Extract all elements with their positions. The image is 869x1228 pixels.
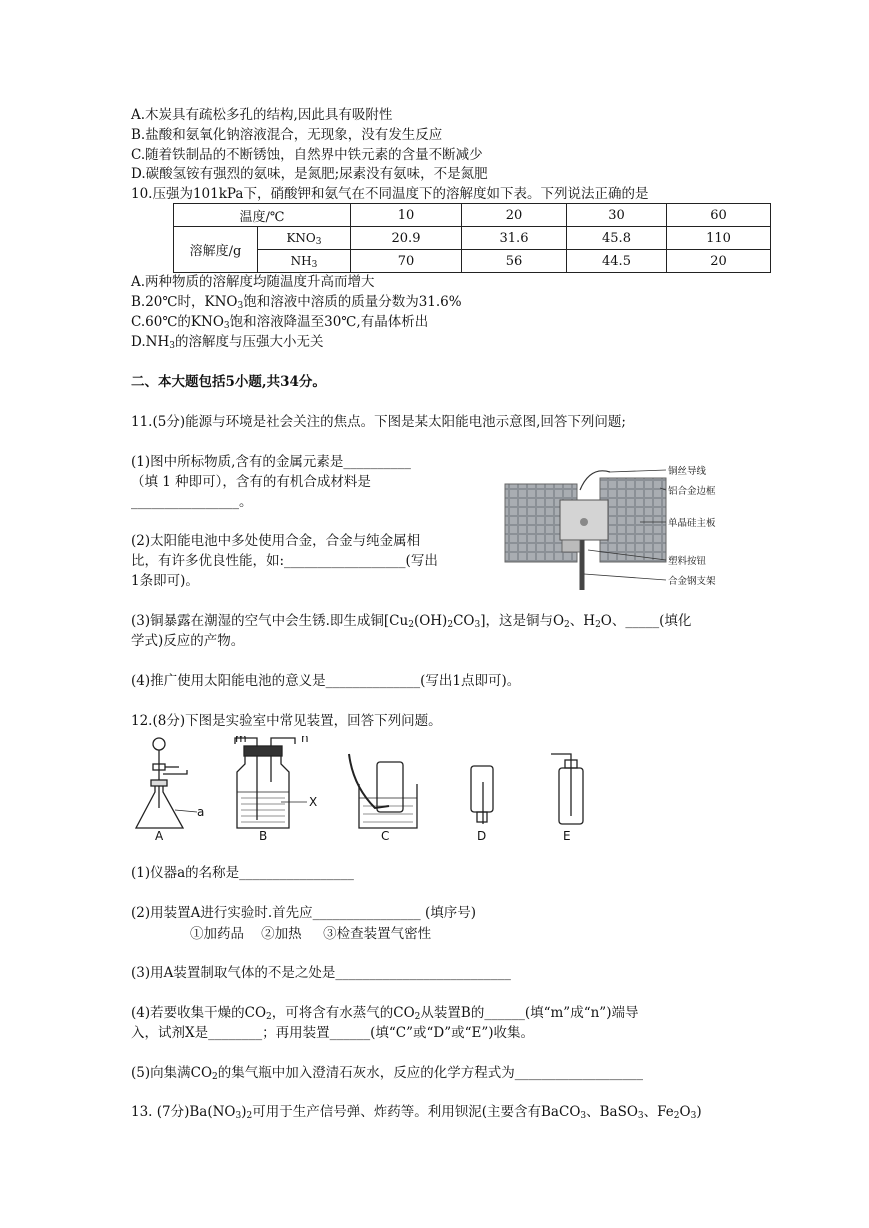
q10-option-a: A.两种物质的溶解度均随温度升高而增大 bbox=[131, 274, 375, 290]
solar-label: 铝合金边框 bbox=[668, 486, 716, 497]
q11-part2-line1: (2)太阳能电池中多处使用合金，合金与纯金属相 bbox=[131, 533, 421, 549]
q11-part3-line2: 学式)反应的产物。 bbox=[131, 633, 245, 649]
solar-label: 塑料按钮 bbox=[668, 556, 707, 567]
q11-part2-line2: 比，有许多优良性能，如:__________________(写出 bbox=[131, 553, 438, 569]
q11-part1-line1: (1)图中所标物质,含有的金属元素是__________ bbox=[131, 454, 411, 470]
q9-option-d: D.碳酸氢铵有强烈的氨味，是氮肥;尿素没有氨味，不是氮肥 bbox=[131, 166, 488, 182]
table-row-header: 溶解度/g bbox=[174, 227, 258, 273]
table-cell: 56 bbox=[462, 250, 567, 273]
solar-panel-figure bbox=[500, 462, 735, 592]
label-letter: A bbox=[155, 829, 164, 840]
q10-stem: 10.压强为101kPa下，硝酸钾和氨气在不同温度下的溶解度如下表。下列说法正确的是 bbox=[131, 186, 649, 202]
q9-option-c: C.随着铁制品的不断锈蚀，自然界中铁元素的含量不断减少 bbox=[131, 147, 483, 163]
q11-stem: 11.(5分)能源与环境是社会关注的焦点。下图是某太阳能电池示意图,回答下列问题; bbox=[131, 414, 626, 430]
q12-part4-line1: (4)若要收集干燥的$CO_2$，可将含有水蒸气的$CO_2$从装置B的______(填“m”成“n”)端导 bbox=[131, 1005, 639, 1022]
table-temp-cell: 30 bbox=[567, 204, 667, 227]
label-a: a bbox=[197, 805, 205, 819]
table-kno3-label: $KNO_3$ bbox=[258, 227, 351, 250]
label-letter: B bbox=[259, 829, 268, 840]
q9-option-b: B.盐酸和氨氧化钠溶液混合，无现象，没有发生反应 bbox=[131, 127, 443, 143]
q10-option-c: C.60℃的$KNO_3$饱和溶液降温至30℃,有晶体析出 bbox=[131, 314, 429, 331]
solar-label: 单晶硅主板 bbox=[668, 518, 716, 529]
q9-option-a: A.木炭具有疏松多孔的结构,因此具有吸附性 bbox=[131, 107, 393, 123]
q10-option-b: B.20℃时，$KNO_3$饱和溶液中溶质的质量分数为31.6% bbox=[131, 294, 462, 311]
table-cell: 20.9 bbox=[351, 227, 462, 250]
table-temp-cell: 60 bbox=[667, 204, 771, 227]
q11-part4: (4)推广使用太阳能电池的意义是______________(写出1点即可)。 bbox=[131, 673, 521, 689]
table-cell: 70 bbox=[351, 250, 462, 273]
q12-part5: (5)向集满$CO_2$的集气瓶中加入澄清石灰水，反应的化学方程式为___________________ bbox=[131, 1065, 644, 1082]
q11-part2-line3: 1条即可)。 bbox=[131, 573, 199, 589]
q12-part2: (2)用装置A进行实验时.首先应________________ (填序号) bbox=[131, 905, 476, 921]
solar-label: 铜丝导线 bbox=[668, 466, 707, 477]
q12-part1: (1)仪器a的名称是_________________ bbox=[131, 865, 354, 881]
label-letter: E bbox=[563, 829, 571, 840]
q11-part1-line3: ________________。 bbox=[131, 494, 253, 510]
table-cell: 44.5 bbox=[567, 250, 667, 273]
q12-part4-line2: 入，试剂X是________；再用装置______(填“C”或“D”或“E”)收集。 bbox=[131, 1025, 535, 1041]
label-m: m bbox=[235, 736, 247, 745]
label-letter: C bbox=[381, 829, 390, 840]
table-temp-cell: 10 bbox=[351, 204, 462, 227]
table-temp-header: 温度/℃ bbox=[174, 204, 351, 227]
table-cell: 31.6 bbox=[462, 227, 567, 250]
table-nh3-label: $NH_3$ bbox=[258, 250, 351, 273]
q11-part1-line2: （填 1 种即可），含有的有机合成材料是 bbox=[131, 474, 371, 490]
q10-option-d: $D.NH_3$的溶解度与压强大小无关 bbox=[131, 334, 324, 351]
table-cell: 45.8 bbox=[567, 227, 667, 250]
table-cell: 110 bbox=[667, 227, 771, 250]
q13-stem: 13. (7分)$Ba(NO_3)_2$可用于生产信号弹、炸药等。利用钡泥(主要含有BaCO$_3$、BaSO$_3$、$Fe_2O_3$) bbox=[131, 1104, 702, 1121]
q12-part3: (3)用A装置制取气体的不是之处是__________________________ bbox=[131, 965, 511, 981]
label-n: n bbox=[301, 736, 309, 745]
table-cell: 20 bbox=[667, 250, 771, 273]
label-letter: D bbox=[477, 829, 487, 840]
section-heading: 二、本大题包括5小题,共34分。 bbox=[131, 374, 326, 390]
q11-part3-line1: (3)铜暴露在潮湿的空气中会生锈.即生成铜$[Cu_2(OH)_2CO_3]$，这是铜与$O_2$、$H_2O$、_____(填化 bbox=[131, 613, 692, 630]
q12-part2-options: ①加药品 ②加热 ③检查装置气密性 bbox=[190, 926, 432, 942]
solar-label: 合金钢支架 bbox=[668, 576, 716, 587]
lab-apparatus-figure bbox=[131, 736, 591, 840]
solubility-table bbox=[173, 203, 771, 273]
label-x: X bbox=[309, 795, 318, 809]
table-temp-cell: 20 bbox=[462, 204, 567, 227]
q12-stem: 12.(8分)下图是实验室中常见装置，回答下列问题。 bbox=[131, 713, 442, 729]
